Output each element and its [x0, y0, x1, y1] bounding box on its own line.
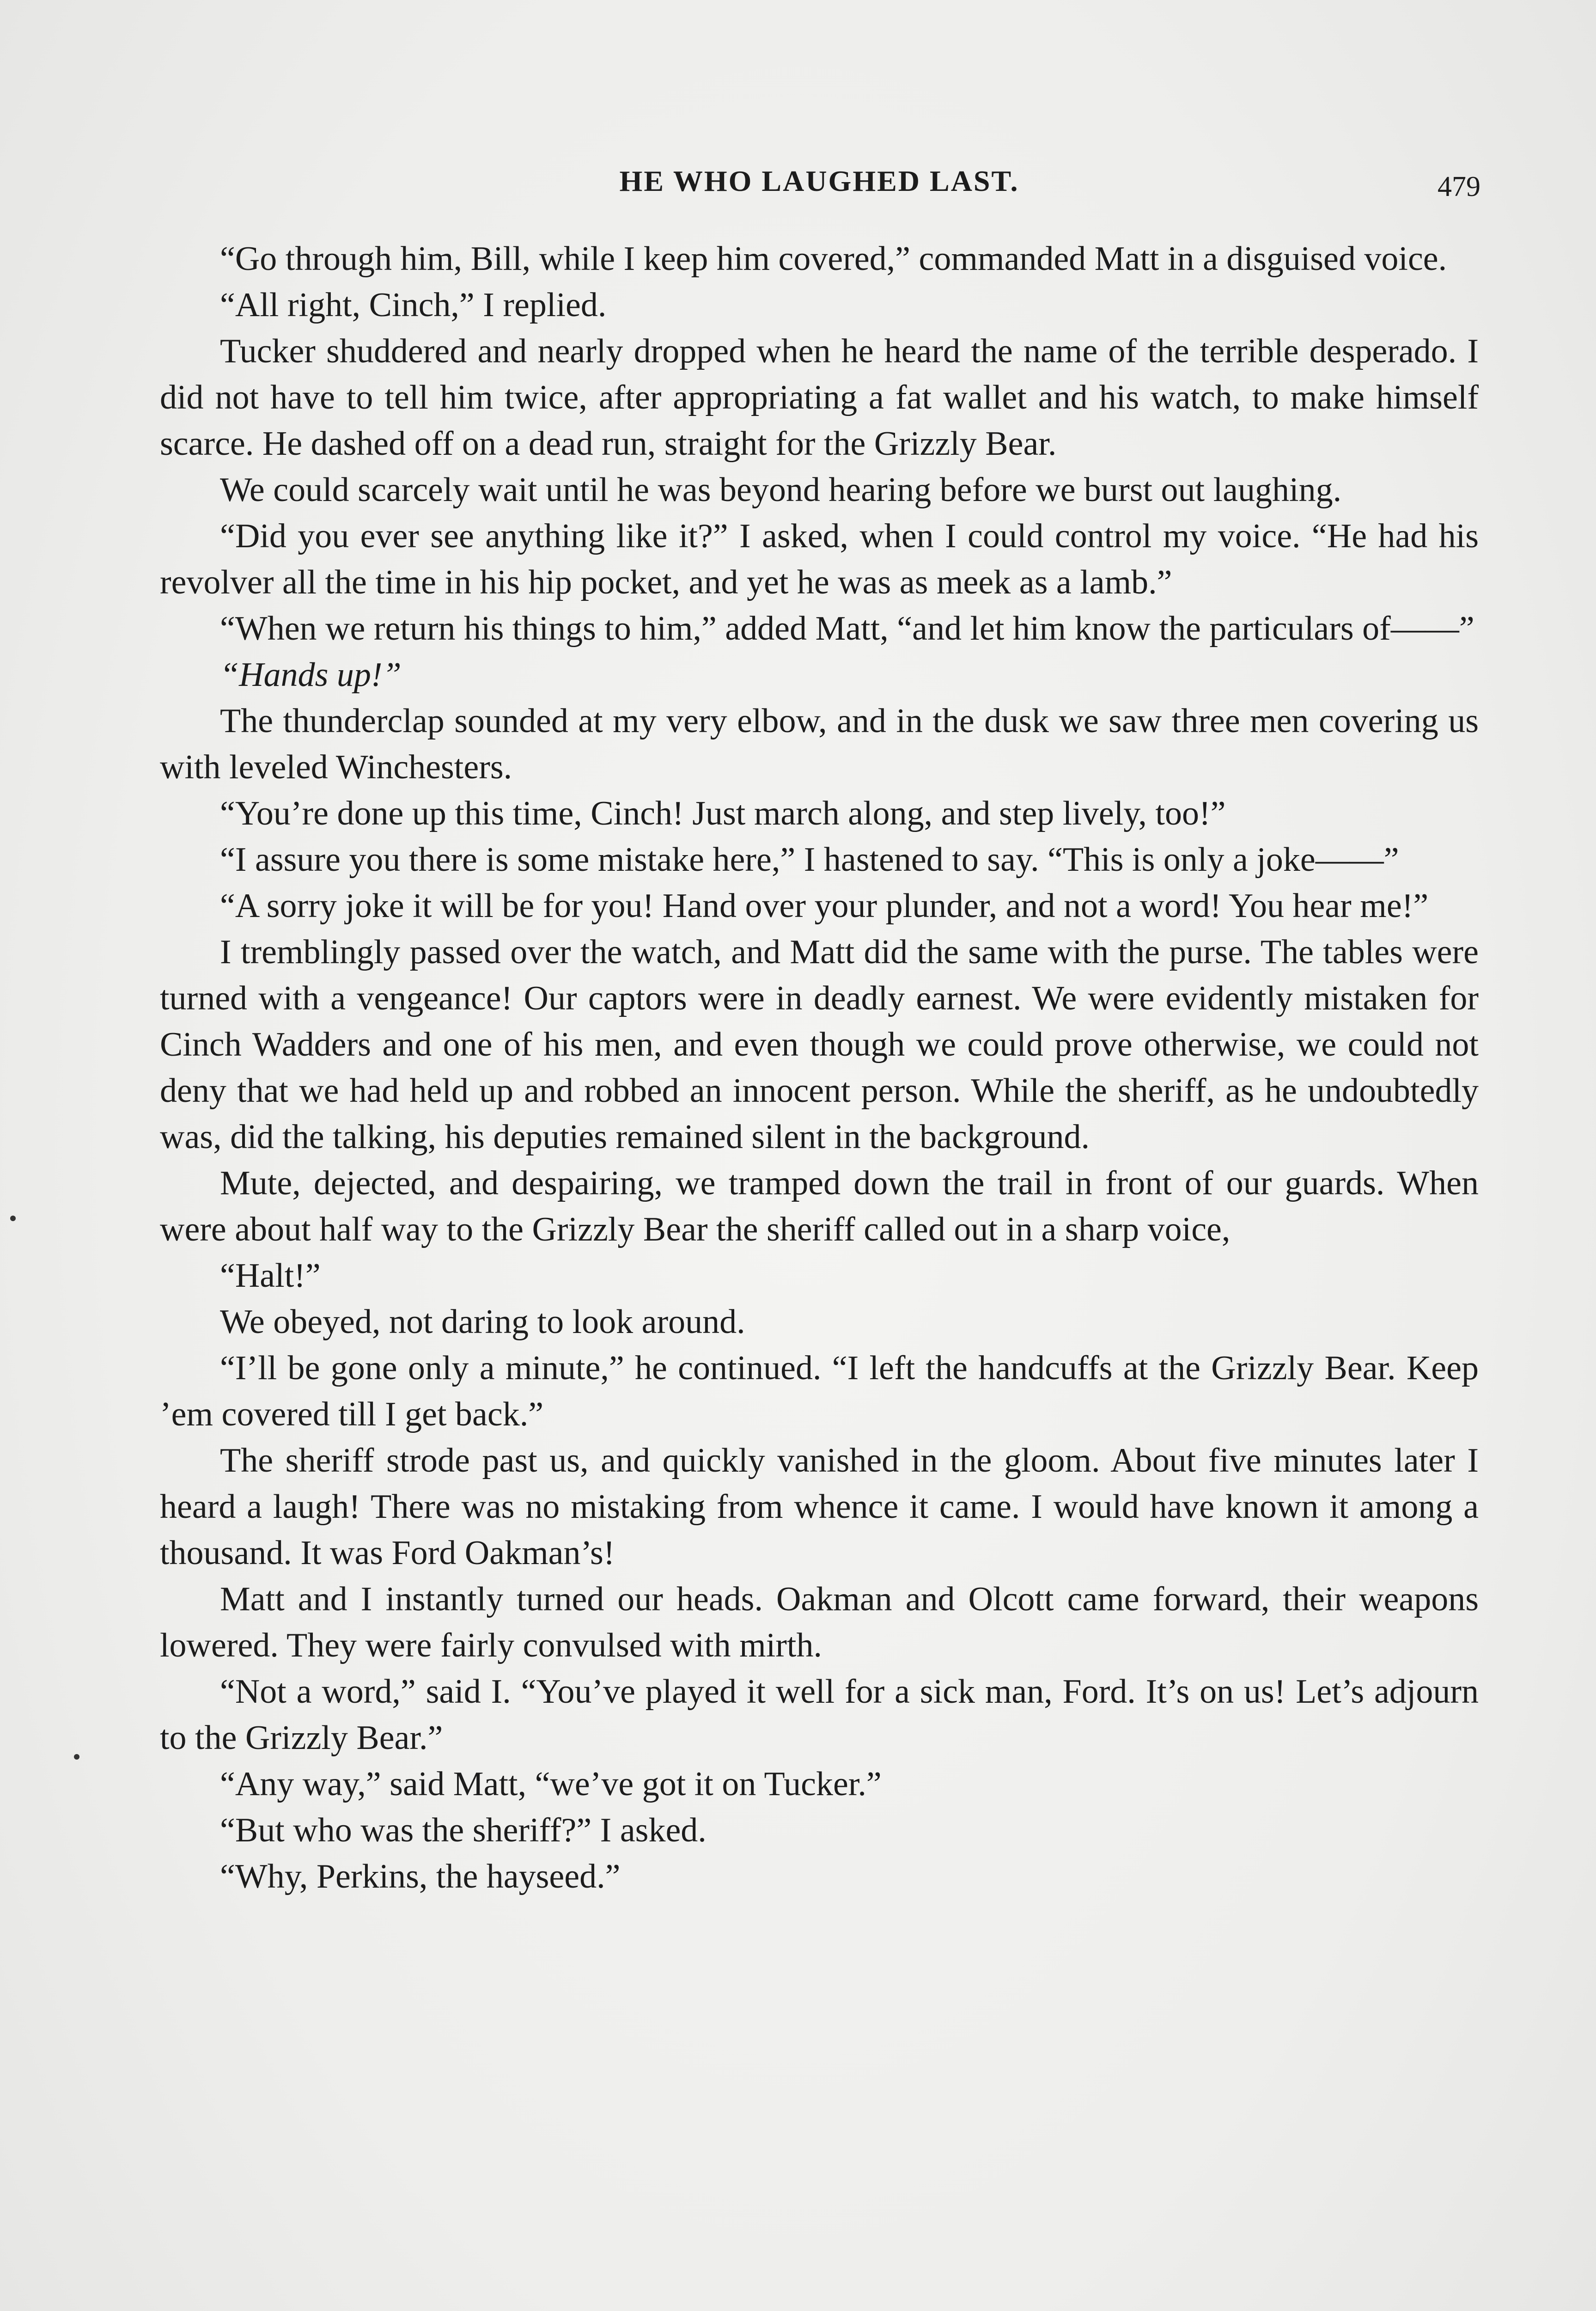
print-speck	[74, 1754, 79, 1760]
paragraph: “When we return his things to him,” added Matt, “and let him know the particulars of——”	[220, 610, 1474, 648]
paragraph: Tucker shuddered and nearly dropped when he heard the name of the terrible desperado. I did not have to tell him twice, after appropriating a fat wallet and his watch, to make himself scarce. He dashed off on a dead run, straight for the Grizzly Bear.	[160, 332, 1479, 463]
paragraph: Matt and I instantly turned our heads. Oakman and Olcott came forward, their weapons lowered. They were fairly convulsed with mirth.	[160, 1580, 1479, 1664]
paragraph: We obeyed, not daring to look around.	[220, 1303, 745, 1341]
paragraph: “Hands up!”	[220, 656, 402, 694]
paragraph: “Any way,” said Matt, “we’ve got it on Tucker.”	[220, 1765, 882, 1803]
paragraph: The thunderclap sounded at my very elbow, and in the dusk we saw three men covering us with leveled Winchesters.	[160, 702, 1479, 786]
paragraph: We could scarcely wait until he was beyond hearing before we burst out laughing.	[220, 471, 1342, 509]
body-text	[160, 236, 1479, 1900]
paragraph: “All right, Cinch,” I replied.	[220, 286, 607, 324]
page-header	[160, 164, 1479, 215]
running-head: HE WHO LAUGHED LAST.	[619, 165, 1019, 197]
paragraph: “I’ll be gone only a minute,” he continued. “I left the handcuffs at the Grizzly Bear. Keep ’em covered till I get back.”	[160, 1349, 1479, 1433]
page-number: 479	[1438, 171, 1480, 202]
paragraph: “Halt!”	[220, 1257, 321, 1295]
paragraph: “I assure you there is some mistake here,” I hastened to say. “This is only a joke——”	[220, 841, 1399, 879]
paragraph: “A sorry joke it will be for you! Hand over your plunder, and not a word! You hear me!”	[220, 887, 1429, 925]
paragraph: Mute, dejected, and despairing, we tramped down the trail in front of our guards. When were about half way to the Grizzly Bear the sheriff called out in a sharp voice,	[160, 1164, 1479, 1248]
paragraph: “But who was the sheriff?” I asked.	[220, 1811, 707, 1849]
paragraph: “You’re done up this time, Cinch! Just march along, and step lively, too!”	[220, 795, 1226, 832]
paragraph: “Why, Perkins, the hayseed.”	[220, 1858, 621, 1895]
paragraph: I tremblingly passed over the watch, and Matt did the same with the purse. The tables were turned with a vengeance! Our captors were in deadly earnest. We were evidently mistaken for Cinch Wadders and one of his men, and even though we could prove otherwise, we could not deny that we had held up and robbed an innocent person. While the sheriff, as he undoubtedly was, did the talking, his deputies remained silent in the background.	[160, 933, 1479, 1156]
paragraph: The sheriff strode past us, and quickly vanished in the gloom. About five minutes later I heard a laugh! There was no mistaking from whence it came. I would have known it among a thousand. It was Ford Oakman’s!	[160, 1442, 1479, 1572]
paragraph: “Not a word,” said I. “You’ve played it well for a sick man, Ford. It’s on us! Let’s adjourn to the Grizzly Bear.”	[160, 1673, 1479, 1757]
paragraph: “Go through him, Bill, while I keep him covered,” commanded Matt in a disguised voice.	[220, 240, 1447, 278]
paragraph: “Did you ever see anything like it?” I asked, when I could control my voice. “He had his revolver all the time in his hip pocket, and yet he was as meek as a lamb.”	[160, 517, 1479, 601]
print-speck	[10, 1216, 16, 1221]
